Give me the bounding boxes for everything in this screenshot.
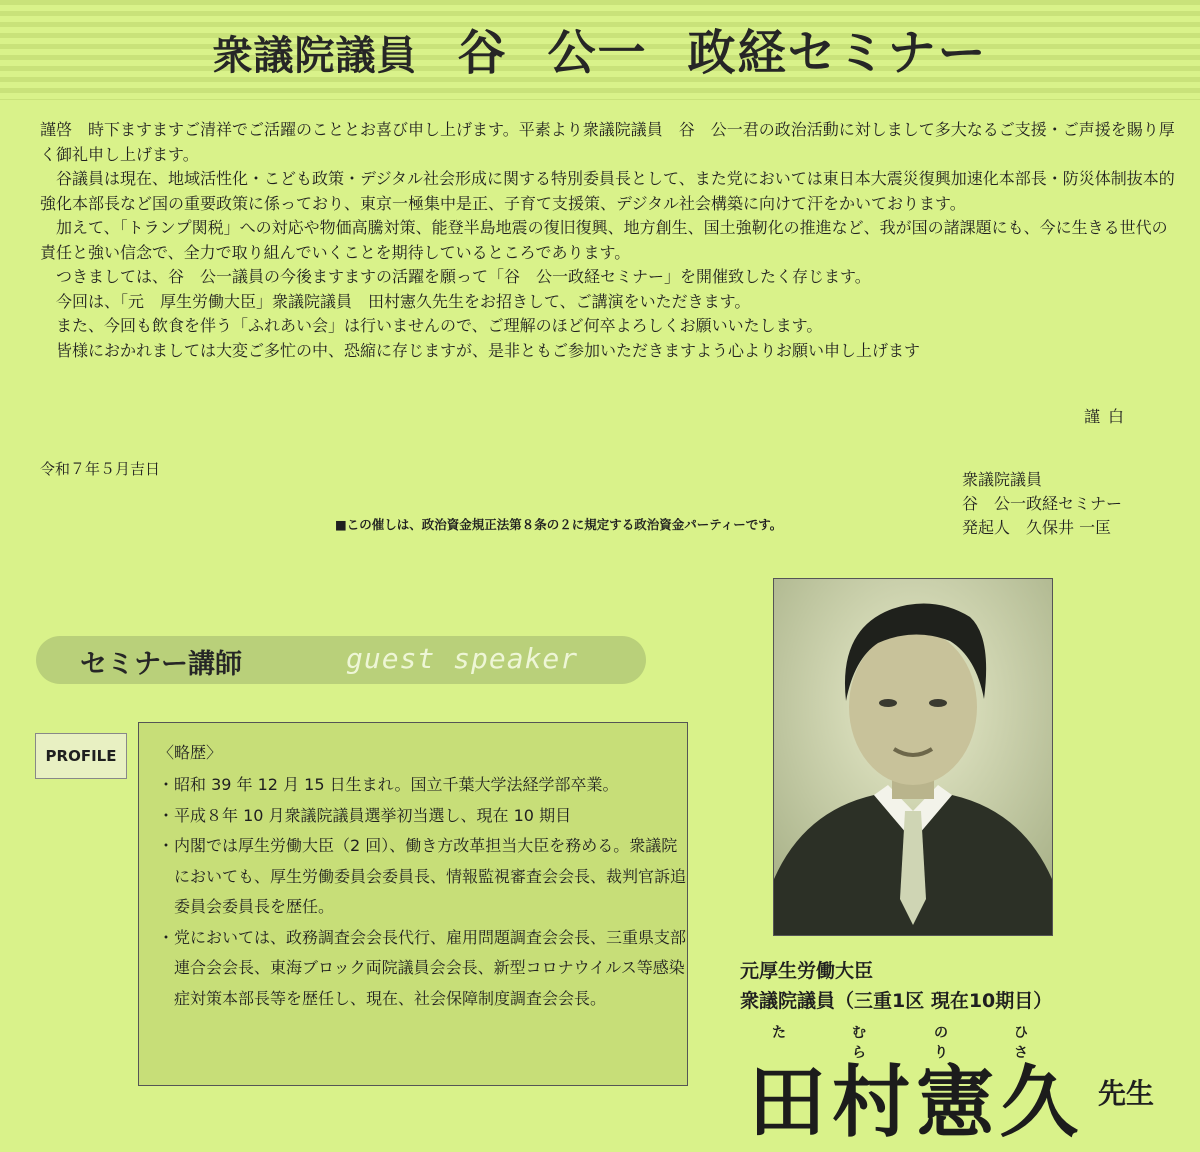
profile-heading: 〈略歴〉 <box>158 743 223 762</box>
name-char: 憲 <box>916 1058 995 1148</box>
title-prefix: 衆議院議員 <box>212 33 418 79</box>
organizer-line: 衆議院議員 <box>962 470 1043 489</box>
letter-date: 令和７年５月吉日 <box>40 460 161 478</box>
speaker-current-title: 衆議院議員（三重1区 現在10期目） <box>740 990 1053 1012</box>
letter-paragraph: また、今回も飲食を伴う「ふれあい会」は行いませんので、ご理解のほど何卒よろしくお願いいたします。 <box>56 316 823 335</box>
organizer-line: 発起人 久保井 一匡 <box>962 518 1112 537</box>
name-char: 田 <box>748 1058 827 1148</box>
profile-list <box>158 770 688 1014</box>
profile-tag: PROFILE <box>35 733 127 779</box>
speaker-photo <box>773 578 1053 936</box>
name-ruby: むら <box>852 1025 866 1061</box>
organizer-line: 谷 公一政経セミナー <box>962 494 1123 513</box>
letter-paragraph: 加えて、「トランプ関税」への対応や物価高騰対策、能登半島地震の復旧復興、地方創生、国土強靭化の推進など、我が国の諸課題にも、今に生きる世代の責任と強い信念で、全力で取り組んでいくことを期待しているところであります。 <box>40 218 1168 262</box>
speaker-former-title: 元厚生労働大臣 <box>740 960 874 982</box>
letter-paragraph: つきましては、谷 公一議員の今後ますますの活躍を願って「谷 公一政経セミナー」を開催致したく存じます。 <box>56 267 871 286</box>
name-ruby: ひさ <box>1014 1025 1028 1061</box>
title-name-1: 谷 <box>457 25 508 81</box>
name-ruby: のり <box>934 1025 948 1061</box>
letter-paragraph: 皆様におかれましては大変ご多忙の中、恐縮に存じますが、是非ともご参加いただきますよう心よりお願い申し上げます <box>56 340 921 360</box>
name-char: 久 <box>1000 1058 1079 1148</box>
name-char: 村 <box>832 1058 911 1148</box>
speaker-portrait-illustration <box>774 579 1052 935</box>
invitation-letter <box>40 118 1180 363</box>
speaker-label-japanese: セミナー講師 <box>80 649 242 680</box>
letter-paragraph: 今回は、「元 厚生労働大臣」衆議院議員 田村憲久先生をお招きして、ご講演をいただきます。 <box>56 291 751 311</box>
honorific: 先生 <box>1098 1077 1155 1110</box>
letter-paragraph: 谷議員は現在、地域活性化・こども政策・デジタル社会形成に関する特別委員長として、また党においては東日本大震災復興加速化本部長・防災体制抜本的強化本部長など国の重要政策に係っており、東京一極集中是正、子育て支援策、デジタル社会構築に向けて汗をかいております。 <box>40 169 1175 213</box>
profile-item: ・内閣では厚生労働大臣（2 回）、働き方改革担当大臣を務める。衆議院においても、厚生労働委員会委員長、情報監視審査会会長、裁判官訴追委員会委員長を歴任。 <box>158 836 687 916</box>
name-ruby: た <box>772 1025 786 1041</box>
letter-closing: 謹白 <box>1084 407 1133 426</box>
profile-item: ・平成８年 10 月衆議院議員選挙初当選し、現在 10 期目 <box>158 805 572 825</box>
profile-item: ・党においては、政務調査会会長代行、雇用問題調査会会長、三重県支部連合会会長、東海ブロック両院議員会会長、新型コロナウイルス等感染症対策本部長等を歴任し、現在、社会保障制度調査会会長。 <box>158 927 687 1008</box>
title-name-2: 公一 <box>547 25 648 81</box>
legal-notice: ■この催しは、政治資金規正法第８条の２に規定する政治資金パーティーです。 <box>335 517 783 532</box>
speaker-label-english: guest speaker <box>346 642 579 675</box>
title-event: 政経セミナー <box>687 25 988 81</box>
page-title <box>0 14 1200 83</box>
profile-item: ・昭和 39 年 12 月 15 日生まれ。国立千葉大学法経学部卒業。 <box>158 775 619 794</box>
letter-paragraph: 謹啓 時下ますますご清祥でご活躍のこととお喜び申し上げます。平素より衆議院議員 谷 公一君の政治活動に対しまして多大なるご支援・ご声援を賜り厚く御礼申し上げます。 <box>40 120 1175 164</box>
organizer-block <box>962 468 1122 540</box>
